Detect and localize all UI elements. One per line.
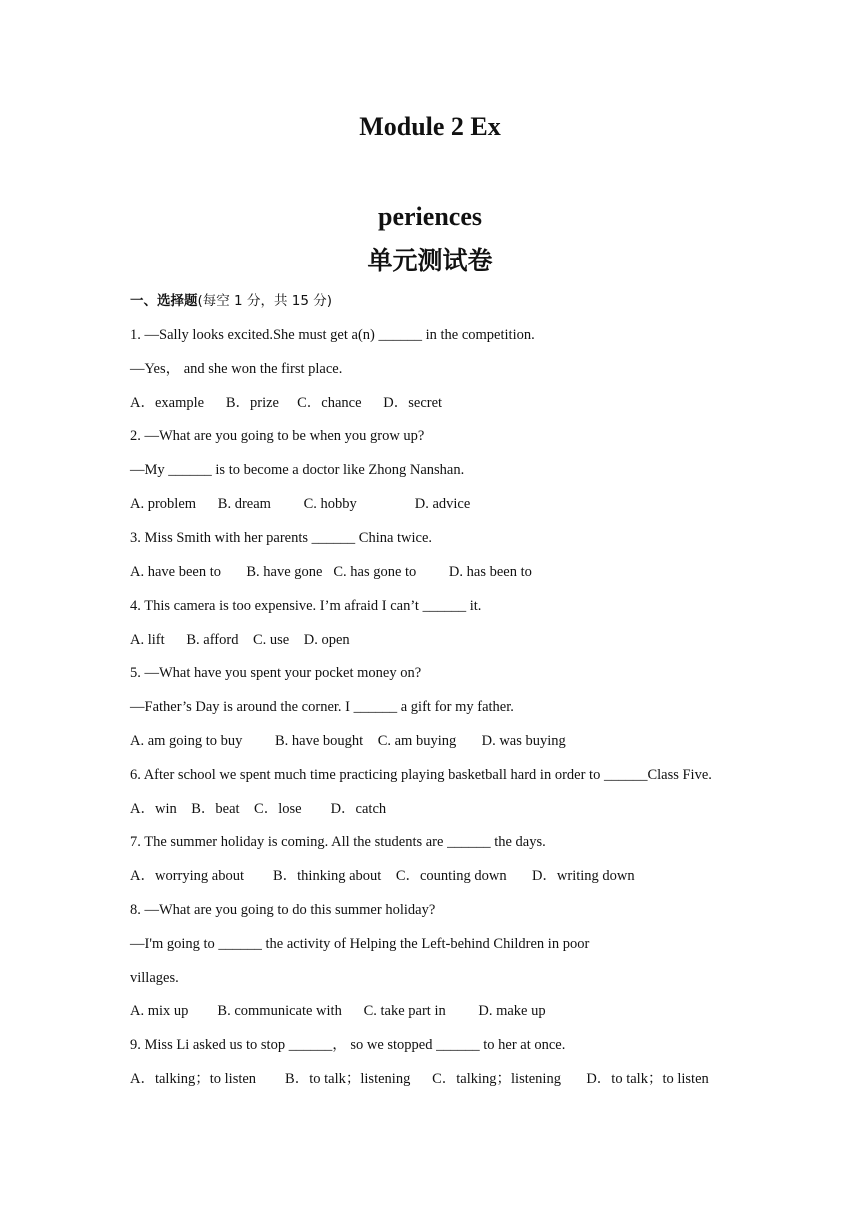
options-5: A. am going to buy B. have bought C. am buying D. was buying — [130, 733, 566, 749]
question-9: 9. Miss Li asked us to stop ______， so we stopped ______ to her at once. — [130, 1037, 566, 1053]
question-7: 7. The summer holiday is coming. All the students are ______ the days. — [130, 834, 546, 850]
question-5: 5. —What have you spent your pocket money on? — [130, 665, 422, 681]
options-4: A. lift B. afford C. use D. open — [130, 632, 350, 648]
answer-line-1: —Yes， and she won the first place. — [130, 361, 343, 377]
options-2: A. problem B. dream C. hobby D. advice — [130, 496, 471, 512]
question-6: 6. After school we spent much time practicing playing basketball hard in order to ______Class Five. — [130, 767, 712, 783]
section-heading — [130, 291, 332, 311]
question-4: 4. This camera is too expensive. I’m afraid I can’t ______ it. — [130, 598, 482, 614]
question-3: 3. Miss Smith with her parents ______ China twice. — [130, 530, 433, 546]
title-line-1: Module 2 Ex — [359, 112, 501, 141]
answer-line-2: —My ______ is to become a doctor like Zhong Nanshan. — [130, 462, 465, 478]
options-6: A．win B．beat C．lose D．catch — [130, 801, 387, 817]
title-line-2: periences — [378, 202, 482, 231]
answer-line-5: —Father’s Day is around the corner. I ______ a gift for my father. — [130, 699, 514, 715]
answer-line-8-cont: villages. — [130, 970, 179, 986]
options-3: A. have been to B. have gone C. has gone to D. has been to — [130, 564, 532, 580]
options-8: A. mix up B. communicate with C. take part in D. make up — [130, 1003, 546, 1019]
question-1: 1. —Sally looks excited.She must get a(n) ______ in the competition. — [130, 327, 535, 343]
answer-line-8: —I'm going to ______ the activity of Helping the Left-behind Children in poor — [130, 936, 590, 952]
title-line-3: 单元测试卷 — [367, 246, 493, 275]
options-9: A．talking；to listen B．to talk；listening C．talking；listening D．to talk；to listen — [130, 1071, 709, 1087]
section-heading-rest: (每空 1 分，共 15 分) — [197, 293, 332, 309]
options-1: A．example B．prize C．chance D．secret — [130, 395, 443, 411]
question-2: 2. —What are you going to be when you grow up? — [130, 428, 425, 444]
question-8: 8. —What are you going to do this summer holiday? — [130, 902, 436, 918]
section-heading-bold: 一、选择题 — [130, 293, 198, 309]
options-7: A．worrying about B．thinking about C．counting down D．writing down — [130, 868, 635, 884]
